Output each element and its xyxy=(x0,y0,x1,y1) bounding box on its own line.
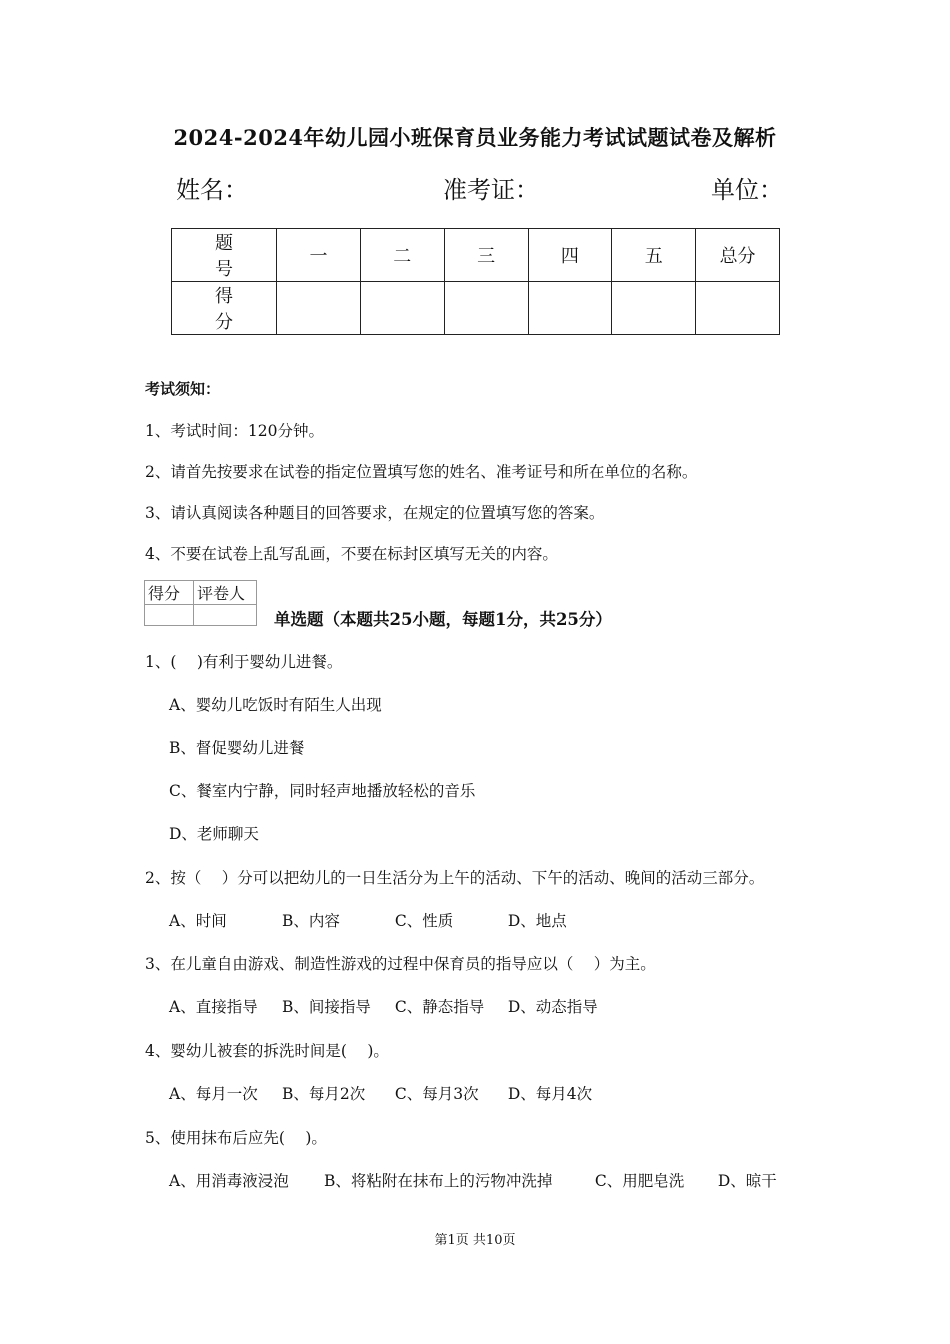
question-option: B、将粘附在抹布上的污物冲洗掉 xyxy=(323,1172,553,1190)
score-cell-1[interactable] xyxy=(277,282,361,335)
question-stem: 2、按（ ）分可以把幼儿的一日生活分为上午的活动、下午的活动、晚间的活动三部分。 xyxy=(145,869,765,887)
page-footer: 第1页 共10页 xyxy=(434,1233,516,1248)
section-2-header: 二 xyxy=(360,229,444,282)
score-cell-4[interactable] xyxy=(528,282,612,335)
question-options-row xyxy=(169,995,598,1017)
notice-item: 2、请首先按要求在试卷的指定位置填写您的姓名、准考证号和所在单位的名称。 xyxy=(145,463,698,481)
question-option: C、静态指导 xyxy=(394,998,485,1016)
question-stem: 3、在儿童自由游戏、制造性游戏的过程中保育员的指导应以（ ）为主。 xyxy=(145,955,656,973)
score-table xyxy=(171,228,780,335)
unit-label: 单位： xyxy=(711,176,783,204)
question-stem: 4、婴幼儿被套的拆洗时间是( )。 xyxy=(145,1042,389,1060)
score-table-header-row xyxy=(172,229,780,282)
question-option: A、时间 xyxy=(169,912,227,930)
question-option: B、内容 xyxy=(281,912,340,930)
question-option: A、用消毒液浸泡 xyxy=(169,1172,289,1190)
name-label: 姓名： xyxy=(176,176,248,204)
question-number-header: 题 号 xyxy=(172,229,277,282)
question-stem: 1、( )有利于婴幼儿进餐。 xyxy=(145,653,343,671)
grader-score-label: 得分 xyxy=(145,581,194,605)
notice-title: 考试须知： xyxy=(145,380,221,398)
score-cell-total[interactable] xyxy=(696,282,780,335)
document-title: 2024-2024年幼儿园小班保育员业务能力考试试题试卷及解析 xyxy=(173,125,777,150)
question-option: D、每月4次 xyxy=(507,1085,593,1103)
grader-reviewer-label: 评卷人 xyxy=(194,581,257,605)
question-option: D、老师聊天 xyxy=(169,825,259,843)
question-option: D、地点 xyxy=(507,912,567,930)
question-option: C、餐室内宁静，同时轻声地播放轻松的音乐 xyxy=(169,782,476,800)
question-option: D、动态指导 xyxy=(507,998,598,1016)
question-option: B、每月2次 xyxy=(281,1085,366,1103)
question-option: C、性质 xyxy=(394,912,454,930)
section-4-header: 四 xyxy=(528,229,612,282)
question-stem: 5、使用抹布后应先( )。 xyxy=(145,1129,327,1147)
score-table-score-row xyxy=(172,282,780,335)
question-option: B、督促婴幼儿进餐 xyxy=(169,739,305,757)
score-row-label: 得 分 xyxy=(172,282,277,335)
notice-item: 3、请认真阅读各种题目的回答要求，在规定的位置填写您的答案。 xyxy=(145,504,605,522)
section-title: 单选题（本题共25小题，每题1分，共25分） xyxy=(274,610,612,629)
section-3-header: 三 xyxy=(444,229,528,282)
score-cell-5[interactable] xyxy=(612,282,696,335)
question-option: A、婴幼儿吃饭时有陌生人出现 xyxy=(169,696,382,714)
question-option: A、每月一次 xyxy=(169,1085,258,1103)
question-option: C、每月3次 xyxy=(394,1085,479,1103)
score-cell-3[interactable] xyxy=(444,282,528,335)
question-options-row xyxy=(169,1169,777,1191)
score-cell-2[interactable] xyxy=(360,282,444,335)
exam-id-label: 准考证： xyxy=(443,176,539,204)
section-1-header: 一 xyxy=(277,229,361,282)
grader-score-cell[interactable] xyxy=(145,605,194,626)
question-option: B、间接指导 xyxy=(281,998,371,1016)
section-5-header: 五 xyxy=(612,229,696,282)
grader-box xyxy=(144,580,257,626)
question-options-row xyxy=(169,909,567,931)
total-header: 总分 xyxy=(696,229,780,282)
question-options-row xyxy=(169,1082,592,1104)
notice-item: 4、不要在试卷上乱写乱画，不要在标封区填写无关的内容。 xyxy=(145,545,558,563)
notice-item: 1、考试时间：120分钟。 xyxy=(145,422,324,440)
question-option: C、用肥皂洗 xyxy=(594,1172,685,1190)
question-option: D、晾干 xyxy=(717,1172,777,1190)
grader-reviewer-cell[interactable] xyxy=(194,605,257,626)
question-option: A、直接指导 xyxy=(169,998,258,1016)
